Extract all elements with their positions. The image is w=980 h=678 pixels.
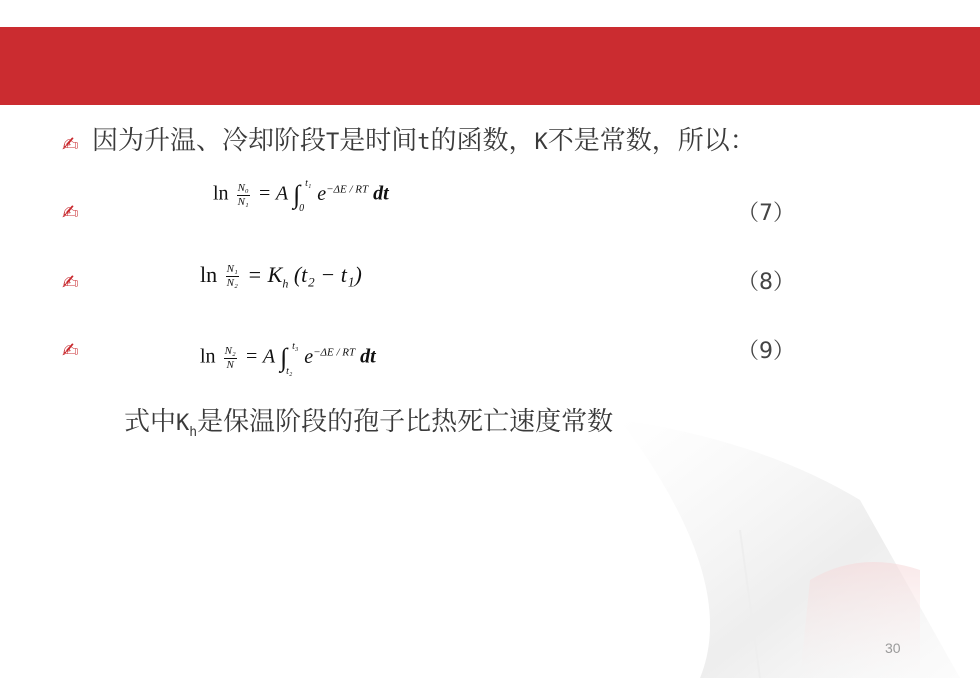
page-number: 30	[885, 640, 901, 656]
equation-7: ln $\frac{\text{N₀}}{\text{N₁}}$ = A ∫ t₁ 0 $e^{-\Delta E / RT}$ dt	[213, 178, 389, 214]
equation-9: ln $\frac{\text{N₂}}{N}$ = A ∫ t₃ t₂ $e^{-\Delta E / RT}$ dt	[200, 341, 376, 377]
bullet-icon: ✍	[62, 270, 79, 294]
equation-8: ln $\frac{\text{N₁}}{\text{N₂}}$ = $K_h$ (t₂ − t₁)	[200, 262, 362, 291]
fraction: $\frac{\text{N₁}}{\text{N₂}}$	[226, 263, 238, 290]
equation-number: （9）	[737, 339, 795, 364]
definition-text: 式中$K_h$是保温阶段的孢子比热死亡速度常数	[124, 407, 614, 441]
intro-text: 因为升温、冷却阶段T是时间t的函数，K不是常数，所以：	[92, 126, 756, 156]
background-decoration	[560, 380, 980, 678]
fraction: $\frac{\text{N₀}}{\text{N₁}}$	[237, 181, 249, 208]
bullet-icon: ✍	[62, 132, 79, 156]
header-band	[0, 27, 980, 105]
bullet-icon: ✍	[62, 338, 79, 362]
integral-sign: ∫ t₁ 0	[293, 178, 312, 214]
equation-number: （7）	[737, 201, 795, 226]
fraction: $\frac{\text{N₂}}{N}$	[224, 344, 236, 371]
bullet-icon: ✍	[62, 200, 79, 224]
integral-sign: ∫ t₃ t₂	[280, 341, 299, 377]
equation-number: （8）	[737, 270, 795, 295]
